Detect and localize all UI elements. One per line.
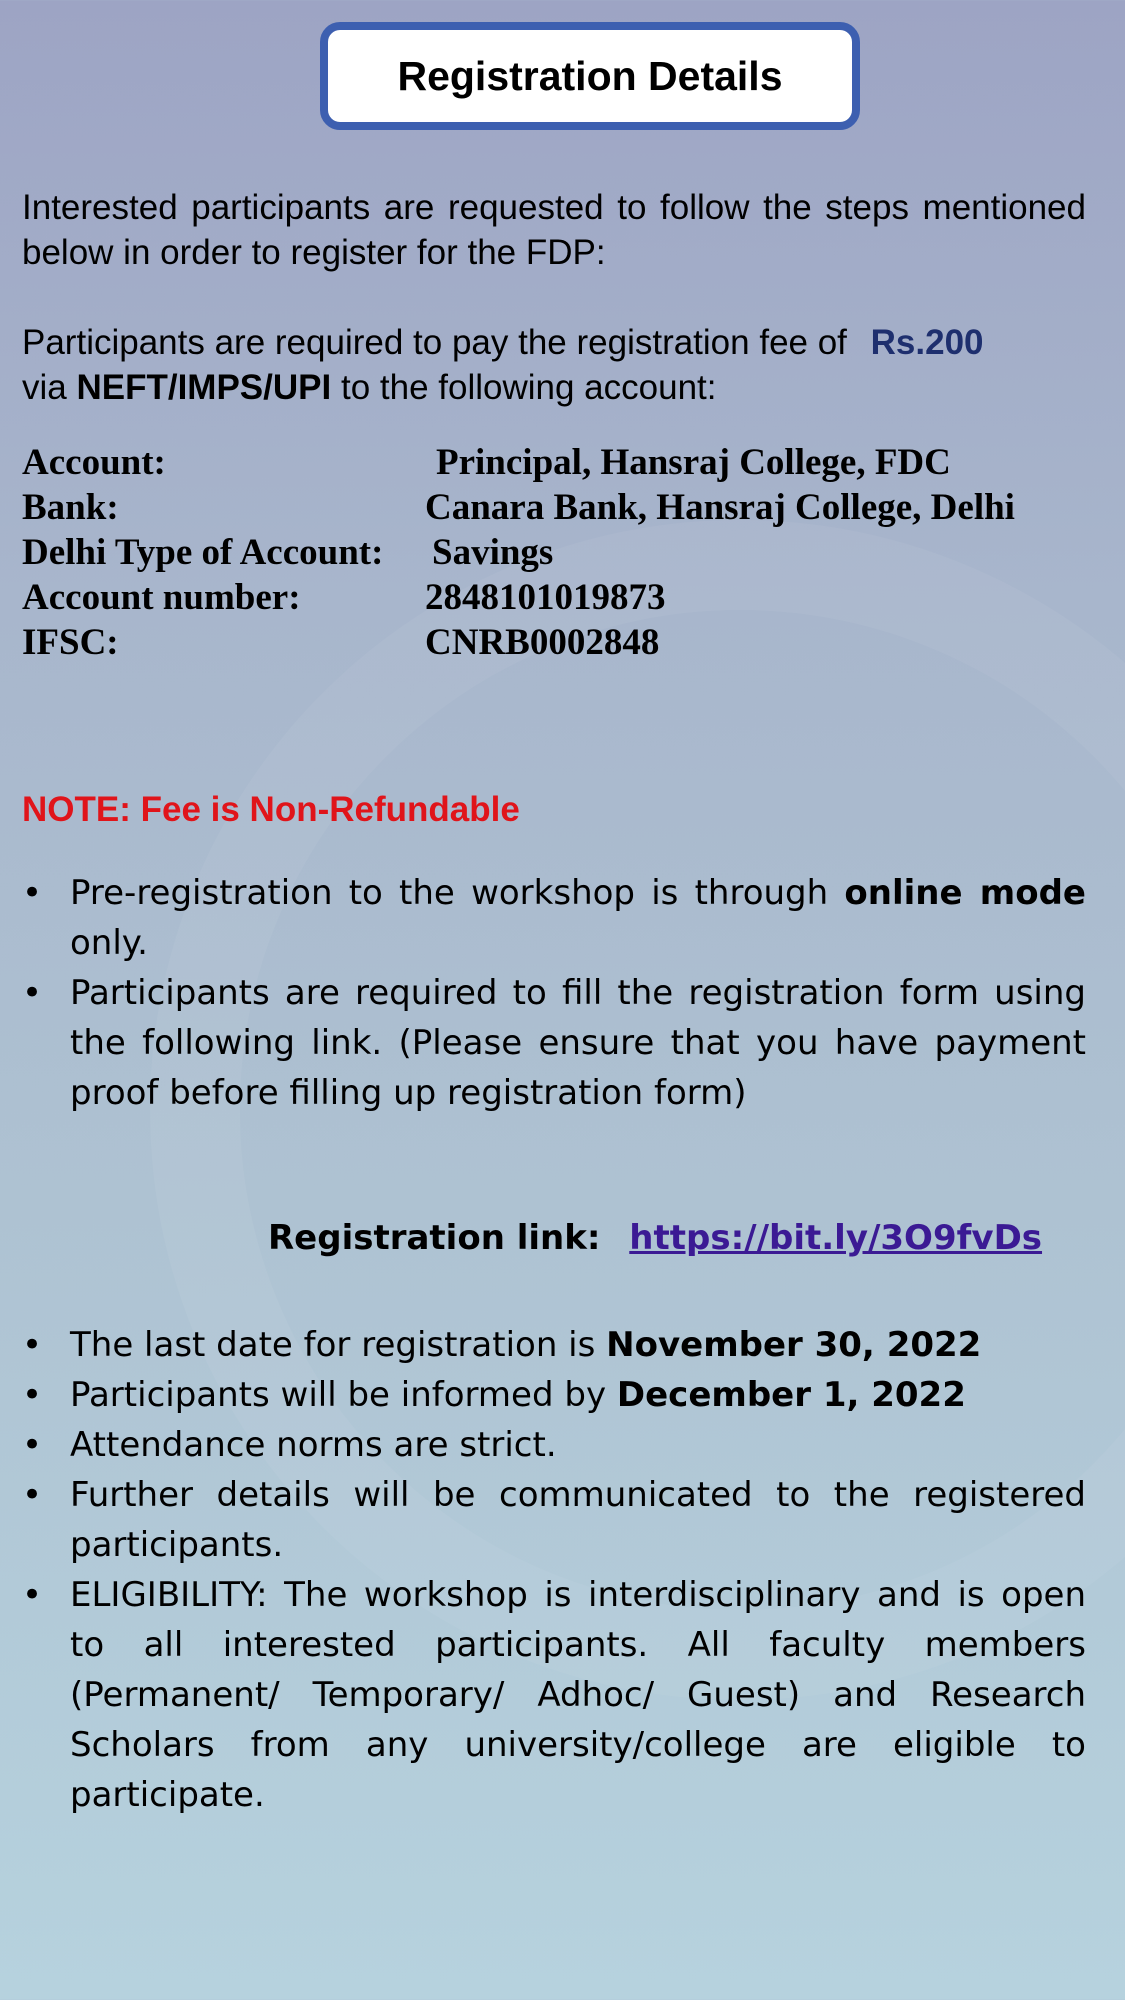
page-title: Registration Details: [397, 52, 783, 99]
last-date: November 30, 2022: [606, 1325, 982, 1365]
account-type-value: Savings: [432, 532, 554, 573]
account-row: [22, 440, 1102, 485]
registration-link[interactable]: https://bit.ly/3O9fvDs: [629, 1218, 1043, 1258]
ifsc-label: IFSC:: [22, 622, 119, 663]
account-number-label: Account number:: [22, 577, 301, 618]
intro-paragraph: Interested participants are requested to follow the steps mentioned below in order to register for the FDP:: [22, 188, 1086, 272]
registration-steps-list: [22, 868, 1086, 1118]
account-type-row: [22, 530, 1102, 575]
info-list: [22, 1320, 1086, 1820]
registration-link-label: Registration link:: [268, 1218, 601, 1258]
list-item: [22, 1420, 1086, 1470]
bullet-glyph: •: [22, 1325, 43, 1365]
fee-prefix: Participants are required to pay the registration fee of: [22, 323, 847, 362]
account-details: [22, 440, 1102, 665]
bullet-glyph: •: [22, 973, 43, 1013]
bullet-text: Attendance norms are strict.: [70, 1425, 557, 1465]
registration-link-row: [268, 1218, 1042, 1258]
bullet-text: Participants will be informed by: [70, 1375, 607, 1415]
ifsc-row: [22, 620, 1102, 665]
bullet-glyph: •: [22, 1425, 43, 1465]
bank-row: [22, 485, 1102, 530]
fee-paragraph: [22, 320, 1086, 410]
bullet-bold: online mode: [844, 873, 1086, 913]
bank-value: Canara Bank, Hansraj College, Delhi: [425, 487, 1015, 528]
inform-date: December 1, 2022: [616, 1375, 966, 1415]
bullet-glyph: •: [22, 1475, 43, 1515]
list-item: [22, 1370, 1086, 1420]
bullet-after: only.: [70, 923, 148, 963]
list-item: [22, 1470, 1086, 1570]
fee-suffix: to the following account:: [340, 368, 717, 407]
account-number-value: 2848101019873: [425, 577, 666, 618]
fee-amount: Rs.200: [870, 323, 984, 362]
payment-modes: NEFT/IMPS/UPI: [76, 368, 332, 407]
account-label: Account:: [22, 442, 166, 483]
bullet-text: Participants are required to fill the registration form using the following link. (Please ensure that you have payment proof before filling up registration form): [70, 973, 1086, 1113]
bullet-text: ELIGIBILITY: The workshop is interdisciplinary and is open to all interested participants. All faculty members (Permanent/ Temporary/ Adhoc/ Guest) and Research Scholars from any university/college are eligible to participate.: [70, 1575, 1086, 1815]
bullet-glyph: •: [22, 873, 43, 913]
account-type-label: Delhi Type of Account:: [22, 532, 384, 573]
list-item: [22, 1570, 1086, 1820]
account-value: Principal, Hansraj College, FDC: [436, 442, 951, 483]
account-number-row: [22, 575, 1102, 620]
non-refundable-note: NOTE: Fee is Non-Refundable: [22, 790, 520, 829]
bank-label: Bank:: [22, 487, 119, 528]
fee-via: via: [22, 368, 67, 407]
title-box: [320, 22, 860, 130]
bullet-glyph: •: [22, 1375, 43, 1415]
list-item: [22, 868, 1086, 968]
list-item: [22, 968, 1086, 1118]
bullet-glyph: •: [22, 1575, 43, 1615]
bullet-text: Further details will be communicated to the registered participants.: [70, 1475, 1086, 1565]
list-item: [22, 1320, 1086, 1370]
bullet-text: Pre-registration to the workshop is through: [70, 873, 829, 913]
ifsc-value: CNRB0002848: [425, 622, 660, 663]
bullet-text: The last date for registration is: [70, 1325, 596, 1365]
